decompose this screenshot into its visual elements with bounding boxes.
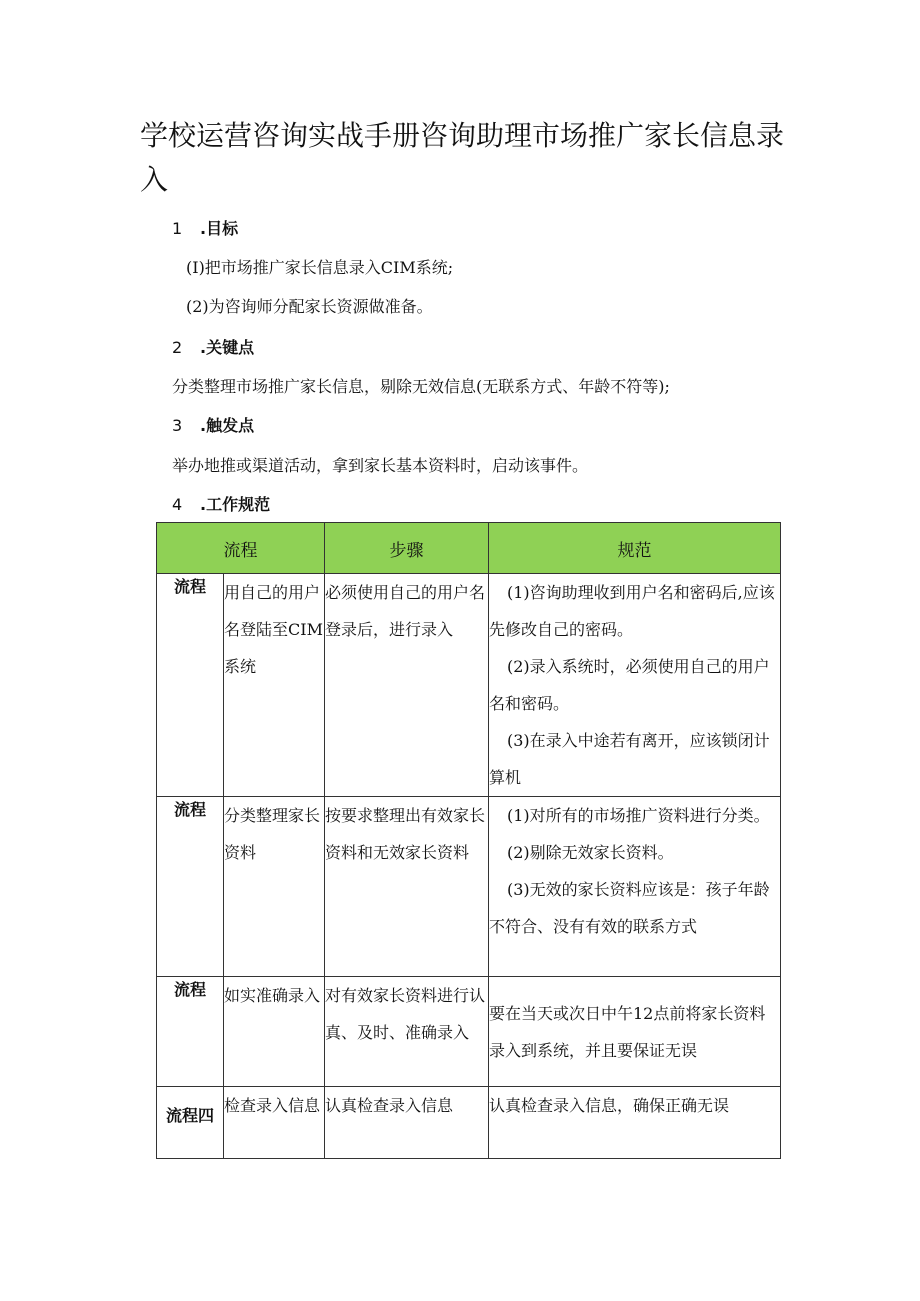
header-step: 步骤: [325, 523, 489, 574]
work-spec-table: [156, 522, 781, 1159]
header-norm: 规范: [489, 523, 781, 574]
flow-label: 流程四: [157, 1087, 224, 1159]
flow-norm: [489, 977, 781, 1087]
norm-item: (3)无效的家长资料应该是：孩子年龄不符合、没有有效的联系方式: [489, 880, 770, 936]
section-number: 2: [172, 338, 183, 357]
flow-label: 流程: [157, 574, 224, 797]
table-header-row: [157, 523, 781, 574]
section-heading-text: .触发点: [200, 416, 255, 435]
norm-item: (3)在录入中途若有离开，应该锁闭计算机: [489, 731, 770, 787]
table-row: [157, 977, 781, 1087]
trigger-line-1: 举办地推或渠道活动，拿到家长基本资料时，启动该事件。: [172, 456, 589, 475]
section-heading-trigger: [172, 415, 254, 437]
norm-item: (1)咨询助理收到用户名和密码后,应该先修改自己的密码。: [489, 583, 775, 639]
flow-step: 按要求整理出有效家长资料和无效家长资料: [325, 797, 489, 977]
flow-norm: [489, 1087, 781, 1159]
header-flow: 流程: [157, 523, 325, 574]
flow-norm: [489, 574, 781, 797]
section-number: 1: [172, 219, 183, 238]
table-row: [157, 797, 781, 977]
norm-item: (2)剔除无效家长资料。: [507, 843, 674, 862]
keypoints-line-1: 分类整理市场推广家长信息，剔除无效信息(无联系方式、年龄不符等);: [172, 377, 670, 396]
flow-label: 流程: [157, 977, 224, 1087]
section-heading-workspec: [172, 494, 270, 516]
table-row: [157, 574, 781, 797]
norm-item: 认真检查录入信息，确保正确无误: [489, 1096, 730, 1115]
norm-item: (1)对所有的市场推广资料进行分类。: [507, 806, 770, 825]
flow-name: 分类整理家长资料: [224, 797, 325, 977]
norm-item: (2)录入系统时，必须使用自己的用户名和密码。: [489, 657, 770, 713]
flow-name: 用自己的用户名登陆至CIM系统: [224, 574, 325, 797]
flow-norm: [489, 797, 781, 977]
norm-item: 要在当天或次日中午12点前将家长资料录入到系统，并且要保证无误: [489, 1003, 766, 1060]
section-heading-keypoints: [172, 337, 254, 359]
flow-step: 认真检查录入信息: [325, 1087, 489, 1159]
section-heading-text: .目标: [200, 219, 239, 238]
flow-label: 流程: [157, 797, 224, 977]
section-heading-text: .关键点: [200, 338, 255, 357]
document-title: 学校运营咨询实战手册咨询助理市场推广家长信息录入: [140, 119, 785, 196]
flow-name: 如实准确录入: [224, 977, 325, 1087]
goal-line-1: (I)把市场推广家长信息录入CIM系统;: [186, 258, 454, 277]
section-heading-text: .工作规范: [200, 495, 271, 514]
flow-name: 检查录入信息: [224, 1087, 325, 1159]
flow-step: 对有效家长资料进行认真、及时、准确录入: [325, 977, 489, 1087]
flow-step: 必须使用自己的用户名登录后，进行录入: [325, 574, 489, 797]
section-number: 4: [172, 495, 183, 514]
section-number: 3: [172, 416, 183, 435]
goal-line-2: (2)为咨询师分配家长资源做准备。: [186, 297, 433, 316]
section-heading-goal: [172, 218, 238, 240]
table-row: [157, 1087, 781, 1159]
